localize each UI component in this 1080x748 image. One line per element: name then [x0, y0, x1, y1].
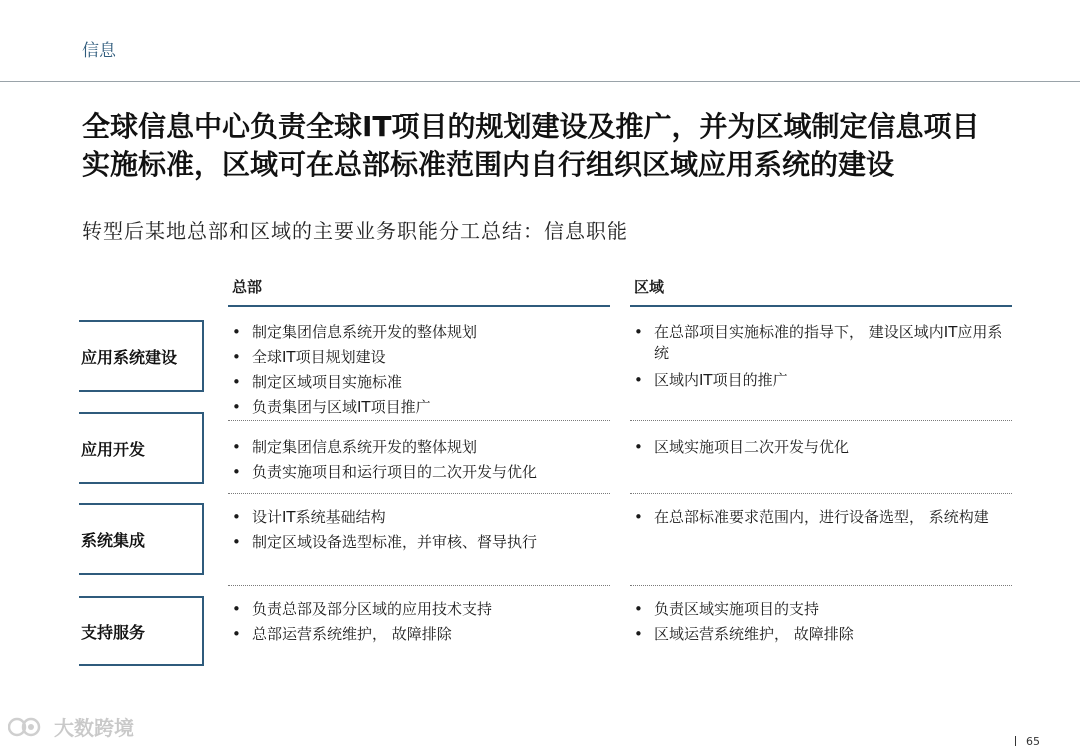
watermark	[8, 712, 134, 741]
subtitle: 转型后某地总部和区域的主要业务职能分工总结：信息职能	[82, 219, 628, 243]
list-item: • 负责总部及部分区域的应用技术支持	[230, 597, 608, 622]
page-number	[1015, 735, 1040, 748]
row-divider	[228, 493, 610, 494]
list-item: • 设计IT系统基础结构	[230, 505, 608, 530]
cell-hq-app-system	[230, 320, 608, 420]
list-item: • 区域运营系统维护， 故障排除	[632, 622, 1010, 647]
cell-region-support	[632, 597, 1010, 647]
row-divider	[228, 585, 610, 586]
watermark-text: 大数跨境	[54, 716, 134, 740]
page-number-divider	[1015, 736, 1016, 746]
header-divider	[0, 81, 1080, 82]
row-label-sys-integration: 系统集成	[79, 503, 204, 575]
headline-line-1: 全球信息中心负责全球IT项目的规划建设及推广，并为区域制定信息项目	[82, 110, 980, 143]
cell-hq-support	[230, 597, 608, 647]
list-item: • 全球IT项目规划建设	[230, 345, 608, 370]
list-item: • 区域内IT项目的推广	[632, 368, 1010, 393]
cell-hq-sys-integration	[230, 505, 608, 555]
watermark-logo-icon	[8, 714, 48, 740]
column-rule-hq	[228, 305, 610, 307]
list-item: • 负责区域实施项目的支持	[632, 597, 1010, 622]
cell-hq-app-dev	[230, 435, 608, 485]
list-item: • 制定区域项目实施标准	[230, 370, 608, 395]
cell-region-app-system	[632, 322, 1010, 393]
page-number-value: 65	[1026, 735, 1040, 748]
headline-line-2: 实施标准，区域可在总部标准范围内自行组织区域应用系统的建设	[82, 148, 895, 181]
list-item: • 制定集团信息系统开发的整体规划	[230, 320, 608, 345]
row-divider	[630, 493, 1012, 494]
row-divider	[630, 585, 1012, 586]
list-item: • 负责集团与区域IT项目推广	[230, 395, 608, 420]
column-header-region: 区域	[634, 278, 665, 296]
list-item: • 在总部标准要求范围内，进行设备选型， 系统构建	[632, 507, 1010, 528]
list-item: • 制定区域设备选型标准，并审核、督导执行	[230, 530, 608, 555]
list-item: • 在总部项目实施标准的指导下， 建设区域内IT应用系统	[632, 322, 1010, 364]
list-item: • 区域实施项目二次开发与优化	[632, 435, 1010, 460]
cell-region-app-dev	[632, 435, 1010, 460]
list-item: • 负责实施项目和运行项目的二次开发与优化	[230, 460, 608, 485]
section-tag: 信息	[82, 41, 116, 61]
cell-region-sys-integration	[632, 507, 1010, 532]
column-header-hq: 总部	[232, 278, 263, 296]
row-label-app-system: 应用系统建设	[79, 320, 204, 392]
row-label-app-dev: 应用开发	[79, 412, 204, 484]
headline	[82, 108, 1042, 184]
list-item: • 制定集团信息系统开发的整体规划	[230, 435, 608, 460]
column-rule-region	[630, 305, 1012, 307]
row-divider	[630, 420, 1012, 421]
list-item: • 总部运营系统维护， 故障排除	[230, 622, 608, 647]
row-label-support: 支持服务	[79, 596, 204, 666]
row-divider	[228, 420, 610, 421]
